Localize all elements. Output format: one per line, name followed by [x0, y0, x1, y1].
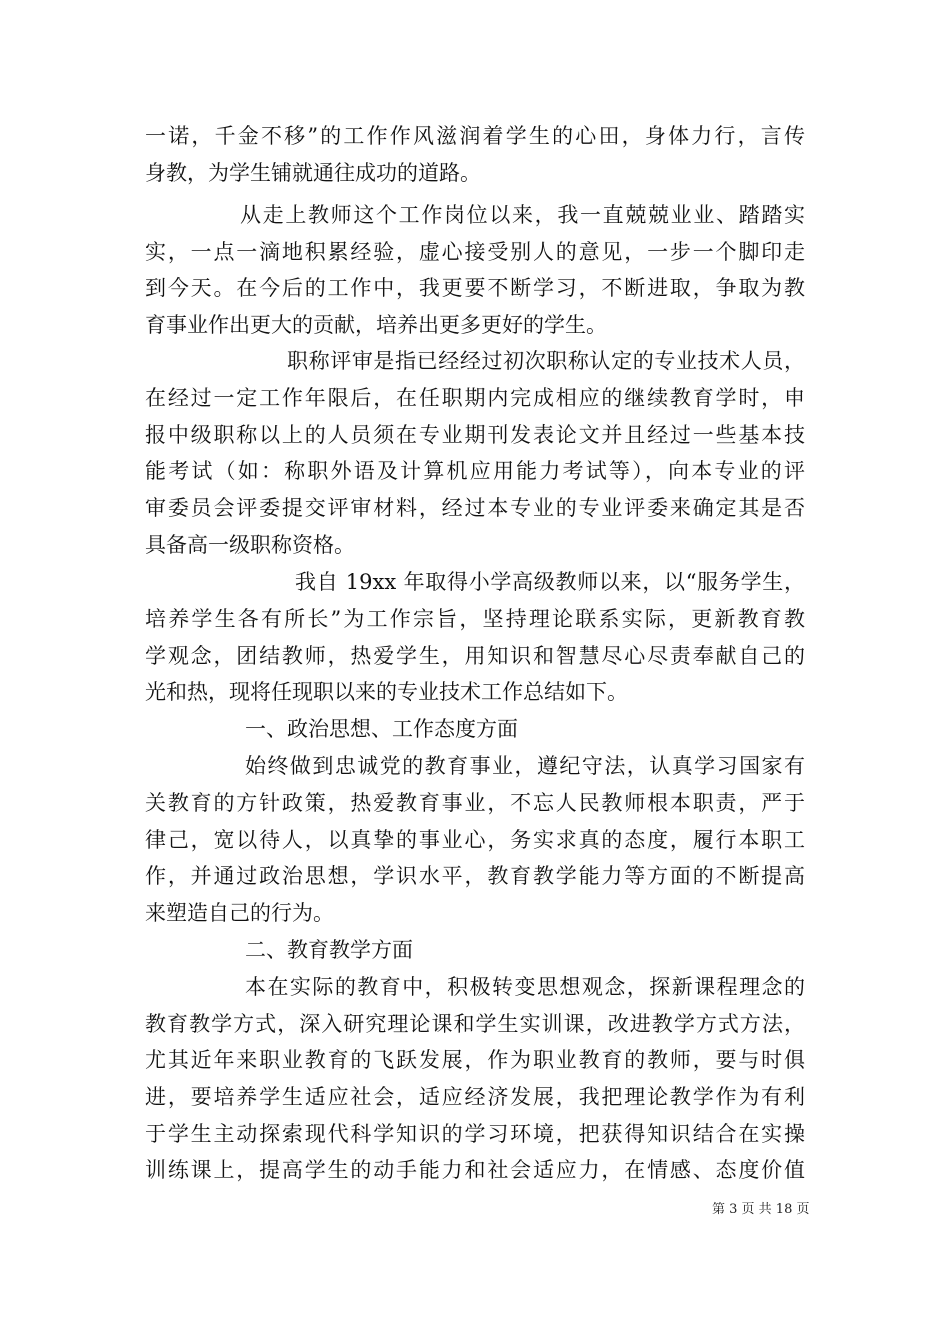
- text-line: 具备高一级职称资格。: [145, 533, 355, 557]
- page-number: 第 3 页 共 18 页: [712, 1202, 810, 1217]
- text-line: 光和热，现将任现职以来的专业技术工作总结如下。: [145, 680, 628, 704]
- text-line: 本在实际的教育中，积极转变思想观念，探新课程理念的: [245, 975, 805, 999]
- text-line: 在经过一定工作年限后，在任职期内完成相应的继续教育学时，申: [145, 386, 805, 410]
- text-line: 一诺，千金不移”的工作作风滋润着学生的心田，身体力行，言传: [145, 124, 805, 148]
- text-line: 从走上教师这个工作岗位以来，我一直兢兢业业、踏踏实: [240, 203, 805, 227]
- text-line: 关教育的方针政策，热爱教育事业，不忘人民教师根本职责，严于: [145, 791, 805, 815]
- text-line: 我自 19xx 年取得小学高级教师以来，以“服务学生，: [295, 570, 805, 594]
- text-line: 学观念，团结教师，热爱学生，用知识和智慧尽心尽责奉献自己的: [145, 644, 805, 668]
- text-line: 实，一点一滴地积累经验，虚心接受别人的意见，一步一个脚印走: [145, 240, 805, 264]
- text-line: 审委员会评委提交评审材料，经过本专业的专业评委来确定其是否: [145, 496, 805, 520]
- section-heading: 一、政治思想、工作态度方面: [245, 717, 518, 741]
- text-line: 到今天。在今后的工作中，我更要不断学习，不断进取，争取为教: [145, 276, 805, 300]
- text-line: 报中级职称以上的人员须在专业期刊发表论文并且经过一些基本技: [145, 423, 805, 447]
- text-line: 职称评审是指已经经过初次职称认定的专业技术人员，: [287, 349, 805, 373]
- text-line: 始终做到忠诚党的教育事业，遵纪守法，认真学习国家有: [245, 754, 805, 778]
- text-line: 于学生主动探索现代科学知识的学习环境，把获得知识结合在实操: [145, 1122, 805, 1146]
- text-line: 能考试（如：称职外语及计算机应用能力考试等），向本专业的评: [145, 459, 805, 483]
- text-line: 培养学生各有所长”为工作宗旨，坚持理论联系实际，更新教育教: [145, 607, 805, 631]
- text-line: 尤其近年来职业教育的飞跃发展，作为职业教育的教师，要与时俱: [145, 1048, 805, 1072]
- text-line: 教育教学方式，深入研究理论课和学生实训课，改进教学方式方法，: [145, 1012, 805, 1036]
- text-line: 育事业作出更大的贡献，培养出更多更好的学生。: [145, 313, 607, 337]
- text-line: 进，要培养学生适应社会，适应经济发展，我把理论教学作为有利: [145, 1085, 805, 1109]
- text-line: 律己，宽以待人，以真挚的事业心，务实求真的态度，履行本职工: [145, 828, 805, 852]
- text-line: 训练课上，提高学生的动手能力和社会适应力，在情感、态度价值: [145, 1158, 805, 1182]
- text-line: 来塑造自己的行为。: [145, 901, 334, 925]
- text-line: 作，并通过政治思想，学识水平，教育教学能力等方面的不断提高: [145, 864, 805, 888]
- section-heading: 二、教育教学方面: [245, 938, 413, 962]
- text-line: 身教，为学生铺就通往成功的道路。: [145, 161, 481, 185]
